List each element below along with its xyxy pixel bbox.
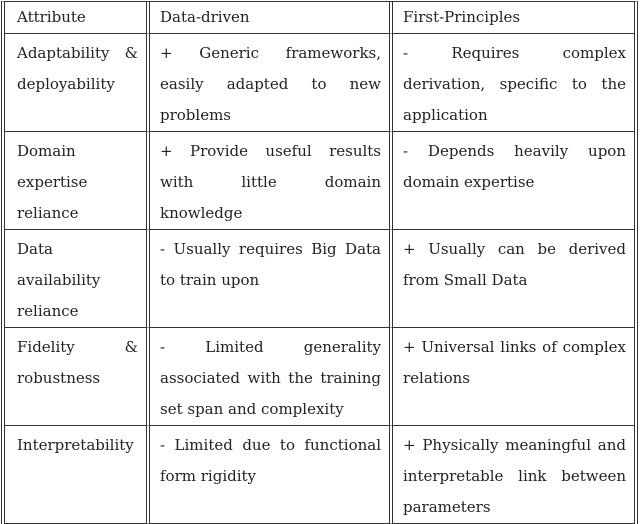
table-header-row [5, 2, 634, 34]
data-driven-cell: + Provide useful results with little domain knowledge [150, 132, 393, 230]
attribute-cell: Interpretability [5, 426, 150, 524]
data-driven-cell: - Limited due to functional form rigidity [150, 426, 393, 524]
table-row [5, 132, 634, 230]
attribute-cell: Adaptability & deployability [5, 34, 150, 132]
first-principles-cell: + Universal links of complex relations [393, 328, 634, 426]
first-principles-cell: + Physically meaningful and interpretable link between parameters [393, 426, 634, 524]
attribute-cell: Fidelity & robustness [5, 328, 150, 426]
header-data-driven: Data-driven [150, 2, 393, 34]
attribute-cell: Data availability reliance [5, 230, 150, 328]
header-first-principles: First-Principles [393, 2, 634, 34]
data-driven-cell: + Generic frameworks, easily adapted to new problems [150, 34, 393, 132]
first-principles-cell: - Depends heavily upon domain expertise [393, 132, 634, 230]
header-attribute: Attribute [5, 2, 150, 34]
attribute-cell: Domain expertise reliance [5, 132, 150, 230]
data-driven-cell: - Usually requires Big Data to train upon [150, 230, 393, 328]
table-row [5, 230, 634, 328]
data-driven-cell: - Limited generality associated with the training set span and complexity [150, 328, 393, 426]
comparison-table [1, 1, 638, 524]
table-row [5, 426, 634, 524]
table-row [5, 34, 634, 132]
first-principles-cell: + Usually can be derived from Small Data [393, 230, 634, 328]
first-principles-cell: - Requires complex derivation, specific to the application [393, 34, 634, 132]
table-row [5, 328, 634, 426]
